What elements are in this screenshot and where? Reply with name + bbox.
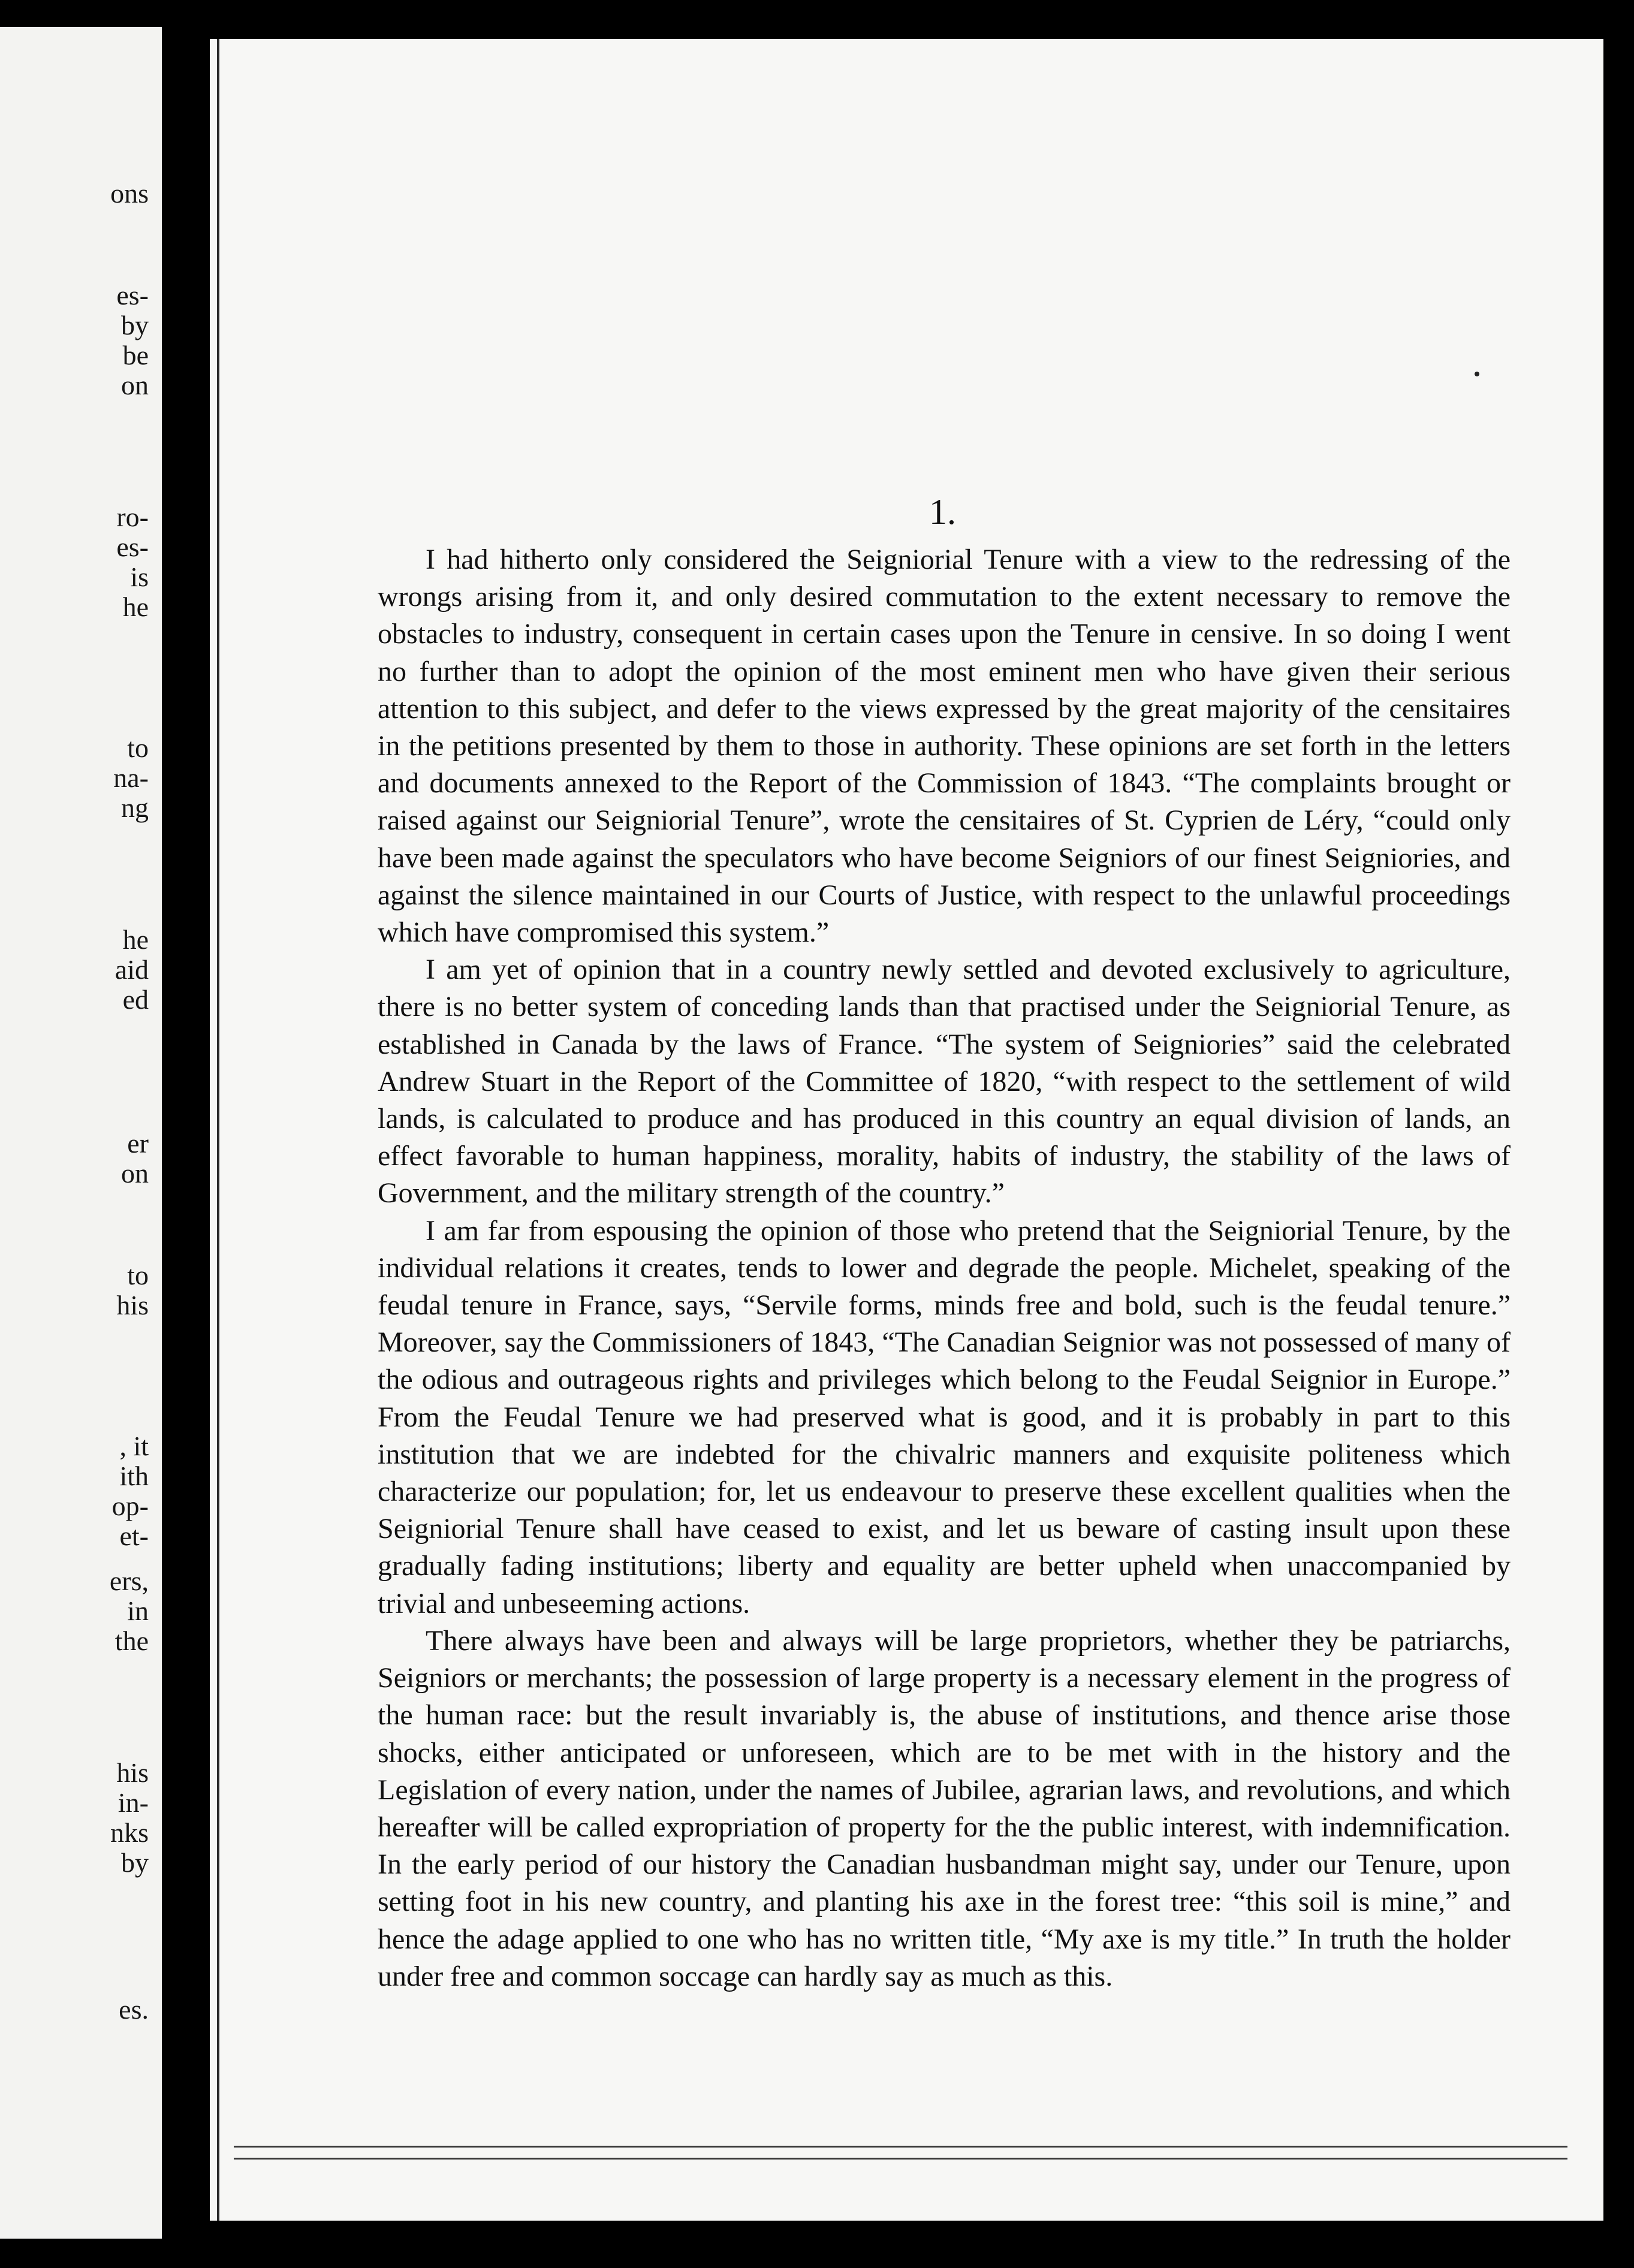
adjacent-page-text-fragment: he xyxy=(122,592,149,622)
adjacent-page-text-fragment: er xyxy=(127,1128,149,1159)
adjacent-page-text-fragment: be xyxy=(122,340,149,370)
adjacent-page-text-fragment: op- xyxy=(111,1491,149,1521)
adjacent-page-text-fragment: in- xyxy=(117,1787,149,1818)
adjacent-page-text-fragment: is xyxy=(130,562,149,592)
adjacent-page-text-fragment: ro- xyxy=(116,502,149,532)
adjacent-page-text-fragment: ers, xyxy=(109,1566,149,1596)
adjacent-page-text-fragment: ons xyxy=(110,178,149,209)
page-bottom-rule xyxy=(234,2158,1567,2160)
stray-ink-dot xyxy=(1475,372,1479,376)
adjacent-page-text-fragment: by xyxy=(121,1847,149,1878)
adjacent-page-text-fragment: his xyxy=(116,1290,149,1320)
adjacent-page-text-fragment: his xyxy=(116,1757,149,1788)
adjacent-page-text-fragment: he xyxy=(122,924,149,955)
paragraph: I am yet of opinion that in a country newly settled and devoted exclusively to agriculture, there is no better system of conceding lands than that practised under the Seigniorial Tenure, as established in Canada by the laws of France. “The system of Seigniories” said the celebrated Andrew Stuart in the Report of the Committee of 1820, “with respect to the settlement of wild lands, is calculated to produce and has produced in this country an equal division of lands, an effect favorable to human happiness, morality, habits of industry, the stability of the laws of Government, and the military strength of the country.” xyxy=(378,954,1511,1210)
paragraph: I am far from espousing the opinion of those who pretend that the Seigniorial Tenure, by the individual relations it creates, tends to lower and degrade the people. Michelet, speaking of the feudal tenure in France, says, “Servile forms, minds free and bold, such is the feudal tenure.” Moreover, say the Commissioners of 1843, “The Canadian Seignior was not possessed of many of the odious and outrageous rights and privileges which belong to the Feudal Seignior in Europe.” From the Feudal Tenure we had preserved what is good, and it is probably in part to this institution that we are indebted for the chivalric manners and exquisite politeness which characterize our population; for, let us endeavour to preserve these excellent qualities when the Seigniorial Tenure shall have ceased to exist, and let us beware of casting insult upon these gradually fading institutions; liberty and equality are better upheld when unaccompanied by trivial and unbeseeming actions. xyxy=(378,1214,1511,1619)
adjacent-page-text-fragment: to xyxy=(127,732,149,763)
body-text xyxy=(378,541,1511,1995)
adjacent-page-strip xyxy=(0,27,162,2239)
adjacent-page-text-fragment: the xyxy=(114,1625,149,1656)
adjacent-page-text-fragment: , it xyxy=(119,1431,149,1461)
adjacent-page-text-fragment: nks xyxy=(110,1817,149,1848)
adjacent-page-text-fragment: aid xyxy=(114,954,149,985)
page-number: 1. xyxy=(929,492,956,532)
adjacent-page-text-fragment: ng xyxy=(121,792,149,823)
paragraph: I had hitherto only considered the Seigniorial Tenure with a view to the redressing of the wrongs arising from it, and only desired commutation to the extent necessary to remove the obstacles to industry, consequent in certain cases upon the Tenure in censive. In so doing I went no further than to adopt the opinion of the most eminent men who have given their serious attention to this subject, and defer to the views expressed by the great majority of the censitaires in the petitions presented by them to those in authority. These opinions are set forth in the letters and documents annexed to the Report of the Commission of 1843. “The complaints brought or raised against our Seigniorial Tenure”, wrote the censitaires of St. Cyprien de Léry, “could only have been made against the speculators who have become Seigniors of our finest Seigniories, and against the silence maintained in our Courts of Justice, with respect to the unlawful proceedings which have compromised this system.” xyxy=(378,544,1511,949)
page-bottom-rule xyxy=(234,2146,1567,2148)
adjacent-page-text-fragment: in xyxy=(127,1596,149,1626)
adjacent-page-text-fragment: on xyxy=(121,1158,149,1189)
adjacent-page-text-fragment: et- xyxy=(119,1521,149,1551)
adjacent-page-text-fragment: to xyxy=(127,1260,149,1290)
adjacent-page-text-fragment: by xyxy=(121,310,149,340)
adjacent-page-text-fragment: on xyxy=(121,370,149,400)
adjacent-page-text-fragment: es- xyxy=(116,280,149,310)
adjacent-page-text-fragment: es. xyxy=(119,1994,149,2025)
paragraph: There always have been and always will be large proprietors, whether they be patriarchs, Seigniors or merchants; the possession of large property is a necessary element in the progress of the human race: but the result invariably is, the abuse of institutions, and thence arise those shocks, either anticipated or unforeseen, which are to be met with in the history and the Legislation of every nation, under the names of Jubilee, agrarian laws, and revolutions, and which hereafter will be called expropriation of property for the the public interest, with indemnification. In the early period of our history the Canadian husbandman might say, under our Tenure, upon setting foot in his new country, and planting his axe in the forest tree: “this soil is mine,” and hence the adage applied to one who has no written title, “My axe is my title.” In truth the holder under free and common soccage can hardly say as much as this. xyxy=(378,1624,1511,1992)
adjacent-page-text-fragment: ith xyxy=(119,1461,149,1491)
adjacent-page-text-fragment: na- xyxy=(113,762,149,793)
adjacent-page-text-fragment: ed xyxy=(122,984,149,1015)
page-gutter-line xyxy=(217,39,219,2221)
document-page xyxy=(210,39,1603,2221)
adjacent-page-text-fragment: es- xyxy=(116,532,149,562)
